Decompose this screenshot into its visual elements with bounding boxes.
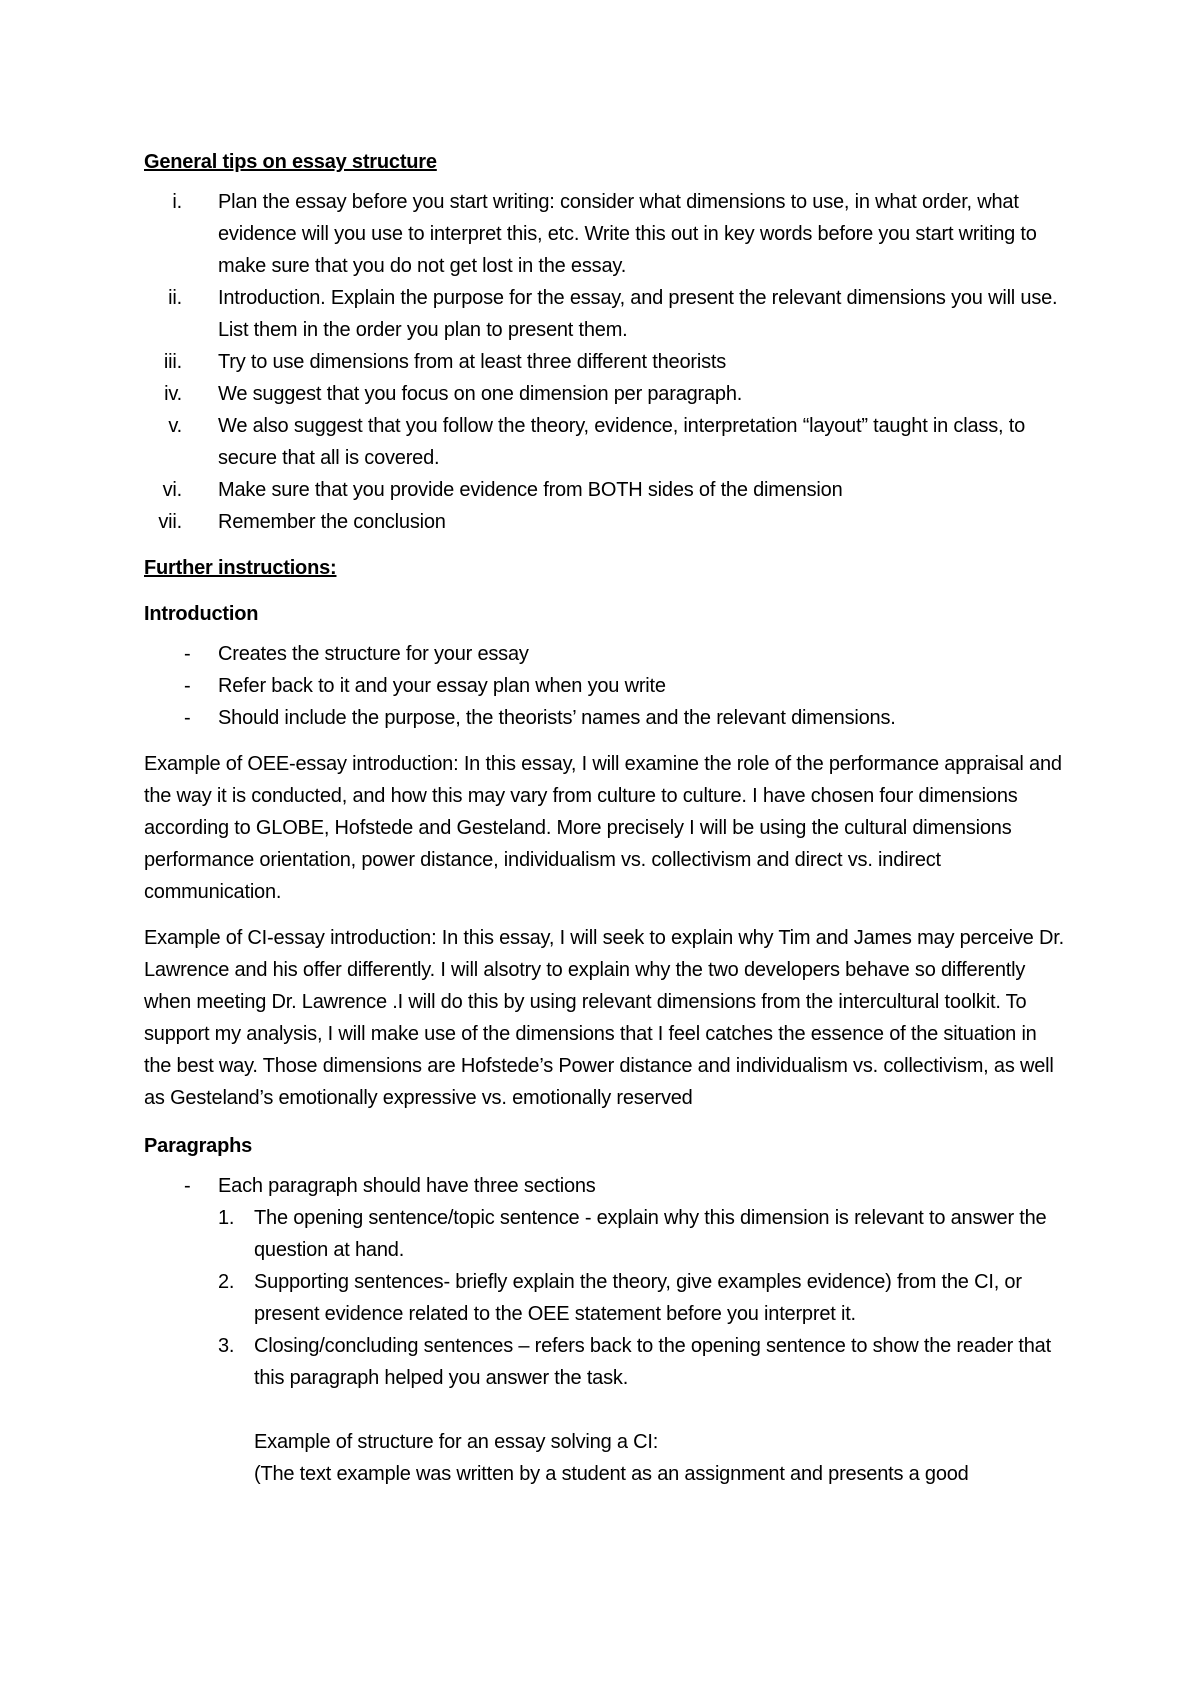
oee-example-paragraph: Example of OEE-essay introduction: In this essay, I will examine the role of the performance appraisal and the way it is conducted, and how this may vary from culture to culture. I have chosen four dimensions according to GLOBE, Hofstede and Gesteland. More precisely I will be using the cultural dimensions performance orientation, power distance, individualism vs. collectivism and direct vs. indirect communication. xyxy=(144,753,1062,903)
list-number: 2. xyxy=(218,1271,235,1293)
list-text: We suggest that you focus on one dimension per paragraph. xyxy=(218,383,743,405)
list-item xyxy=(144,702,1064,734)
list-item xyxy=(144,506,1064,538)
further-instructions-heading: Further instructions: xyxy=(144,557,337,579)
list-number: vii. xyxy=(158,511,182,533)
essay-structure-heading: General tips on essay structure xyxy=(144,151,437,173)
list-item xyxy=(144,282,1064,346)
list-number: 3. xyxy=(218,1335,235,1357)
list-text: Remember the conclusion xyxy=(218,511,446,533)
structure-example-note: (The text example was written by a student as an assignment and presents a good xyxy=(254,1463,969,1485)
introduction-heading: Introduction xyxy=(144,603,259,625)
paragraph-sections-list xyxy=(144,1202,1064,1394)
list-text: We also suggest that you follow the theory, evidence, interpretation “layout” taught in class, to secure that all is covered. xyxy=(218,415,1025,469)
list-item xyxy=(144,1330,1064,1394)
introduction-bullets xyxy=(144,638,1064,734)
list-number: vi. xyxy=(162,479,182,501)
tips-list xyxy=(144,186,1064,538)
list-item xyxy=(144,1170,1064,1202)
list-item xyxy=(144,1202,1064,1266)
dash-marker: - xyxy=(184,675,191,697)
list-text: The opening sentence/topic sentence - explain why this dimension is relevant to answer the question at hand. xyxy=(254,1207,1047,1261)
list-number: ii. xyxy=(168,287,182,309)
list-text: Supporting sentences- briefly explain the theory, give examples evidence) from the CI, or present evidence related to the OEE statement before you interpret it. xyxy=(254,1271,1022,1325)
list-text: Plan the essay before you start writing: consider what dimensions to use, in what order, what evidence will you use to interpret this, etc. Write this out in key words before you start writing to make sure that you do not get lost in the essay. xyxy=(218,191,1037,277)
paragraphs-bullets xyxy=(144,1170,1064,1202)
dash-marker: - xyxy=(184,643,191,665)
dash-marker: - xyxy=(184,707,191,729)
ci-example-paragraph: Example of CI-essay introduction: In this essay, I will seek to explain why Tim and James may perceive Dr. Lawrence and his offer differently. I will alsotry to explain why the two developers behave so differently when meeting Dr. Lawrence .I will do this by using relevant dimensions from the intercultural toolkit. To support my analysis, I will make use of the dimensions that I feel catches the essence of the situation in the best way. Those dimensions are Hofstede’s Power distance and individualism vs. collectivism, as well as Gesteland’s emotionally expressive vs. emotionally reserved xyxy=(144,927,1064,1109)
dash-marker: - xyxy=(184,1175,191,1197)
list-text: Creates the structure for your essay xyxy=(218,643,529,665)
list-item xyxy=(144,186,1064,282)
list-item xyxy=(144,670,1064,702)
list-text: Closing/concluding sentences – refers back to the opening sentence to show the reader that this paragraph helped you answer the task. xyxy=(254,1335,1051,1389)
list-text: Make sure that you provide evidence from BOTH sides of the dimension xyxy=(218,479,843,501)
list-text: Introduction. Explain the purpose for the essay, and present the relevant dimensions you will use. List them in the order you plan to present them. xyxy=(218,287,1058,341)
structure-example-title: Example of structure for an essay solving a CI: xyxy=(254,1431,659,1453)
paragraphs-heading: Paragraphs xyxy=(144,1135,253,1157)
list-number: iv. xyxy=(164,383,182,405)
list-text: Try to use dimensions from at least three different theorists xyxy=(218,351,727,373)
list-item xyxy=(144,638,1064,670)
list-text: Refer back to it and your essay plan when you write xyxy=(218,675,666,697)
list-number: 1. xyxy=(218,1207,235,1229)
list-number: iii. xyxy=(163,351,182,373)
list-item xyxy=(144,346,1064,378)
list-text: Should include the purpose, the theorists’ names and the relevant dimensions. xyxy=(218,707,896,729)
list-number: i. xyxy=(172,191,182,213)
list-item xyxy=(144,410,1064,474)
list-item xyxy=(144,1266,1064,1330)
list-text: Each paragraph should have three sections xyxy=(218,1175,596,1197)
document-body xyxy=(144,146,1064,1490)
list-item xyxy=(144,474,1064,506)
list-number: v. xyxy=(168,415,182,437)
list-item xyxy=(144,378,1064,410)
